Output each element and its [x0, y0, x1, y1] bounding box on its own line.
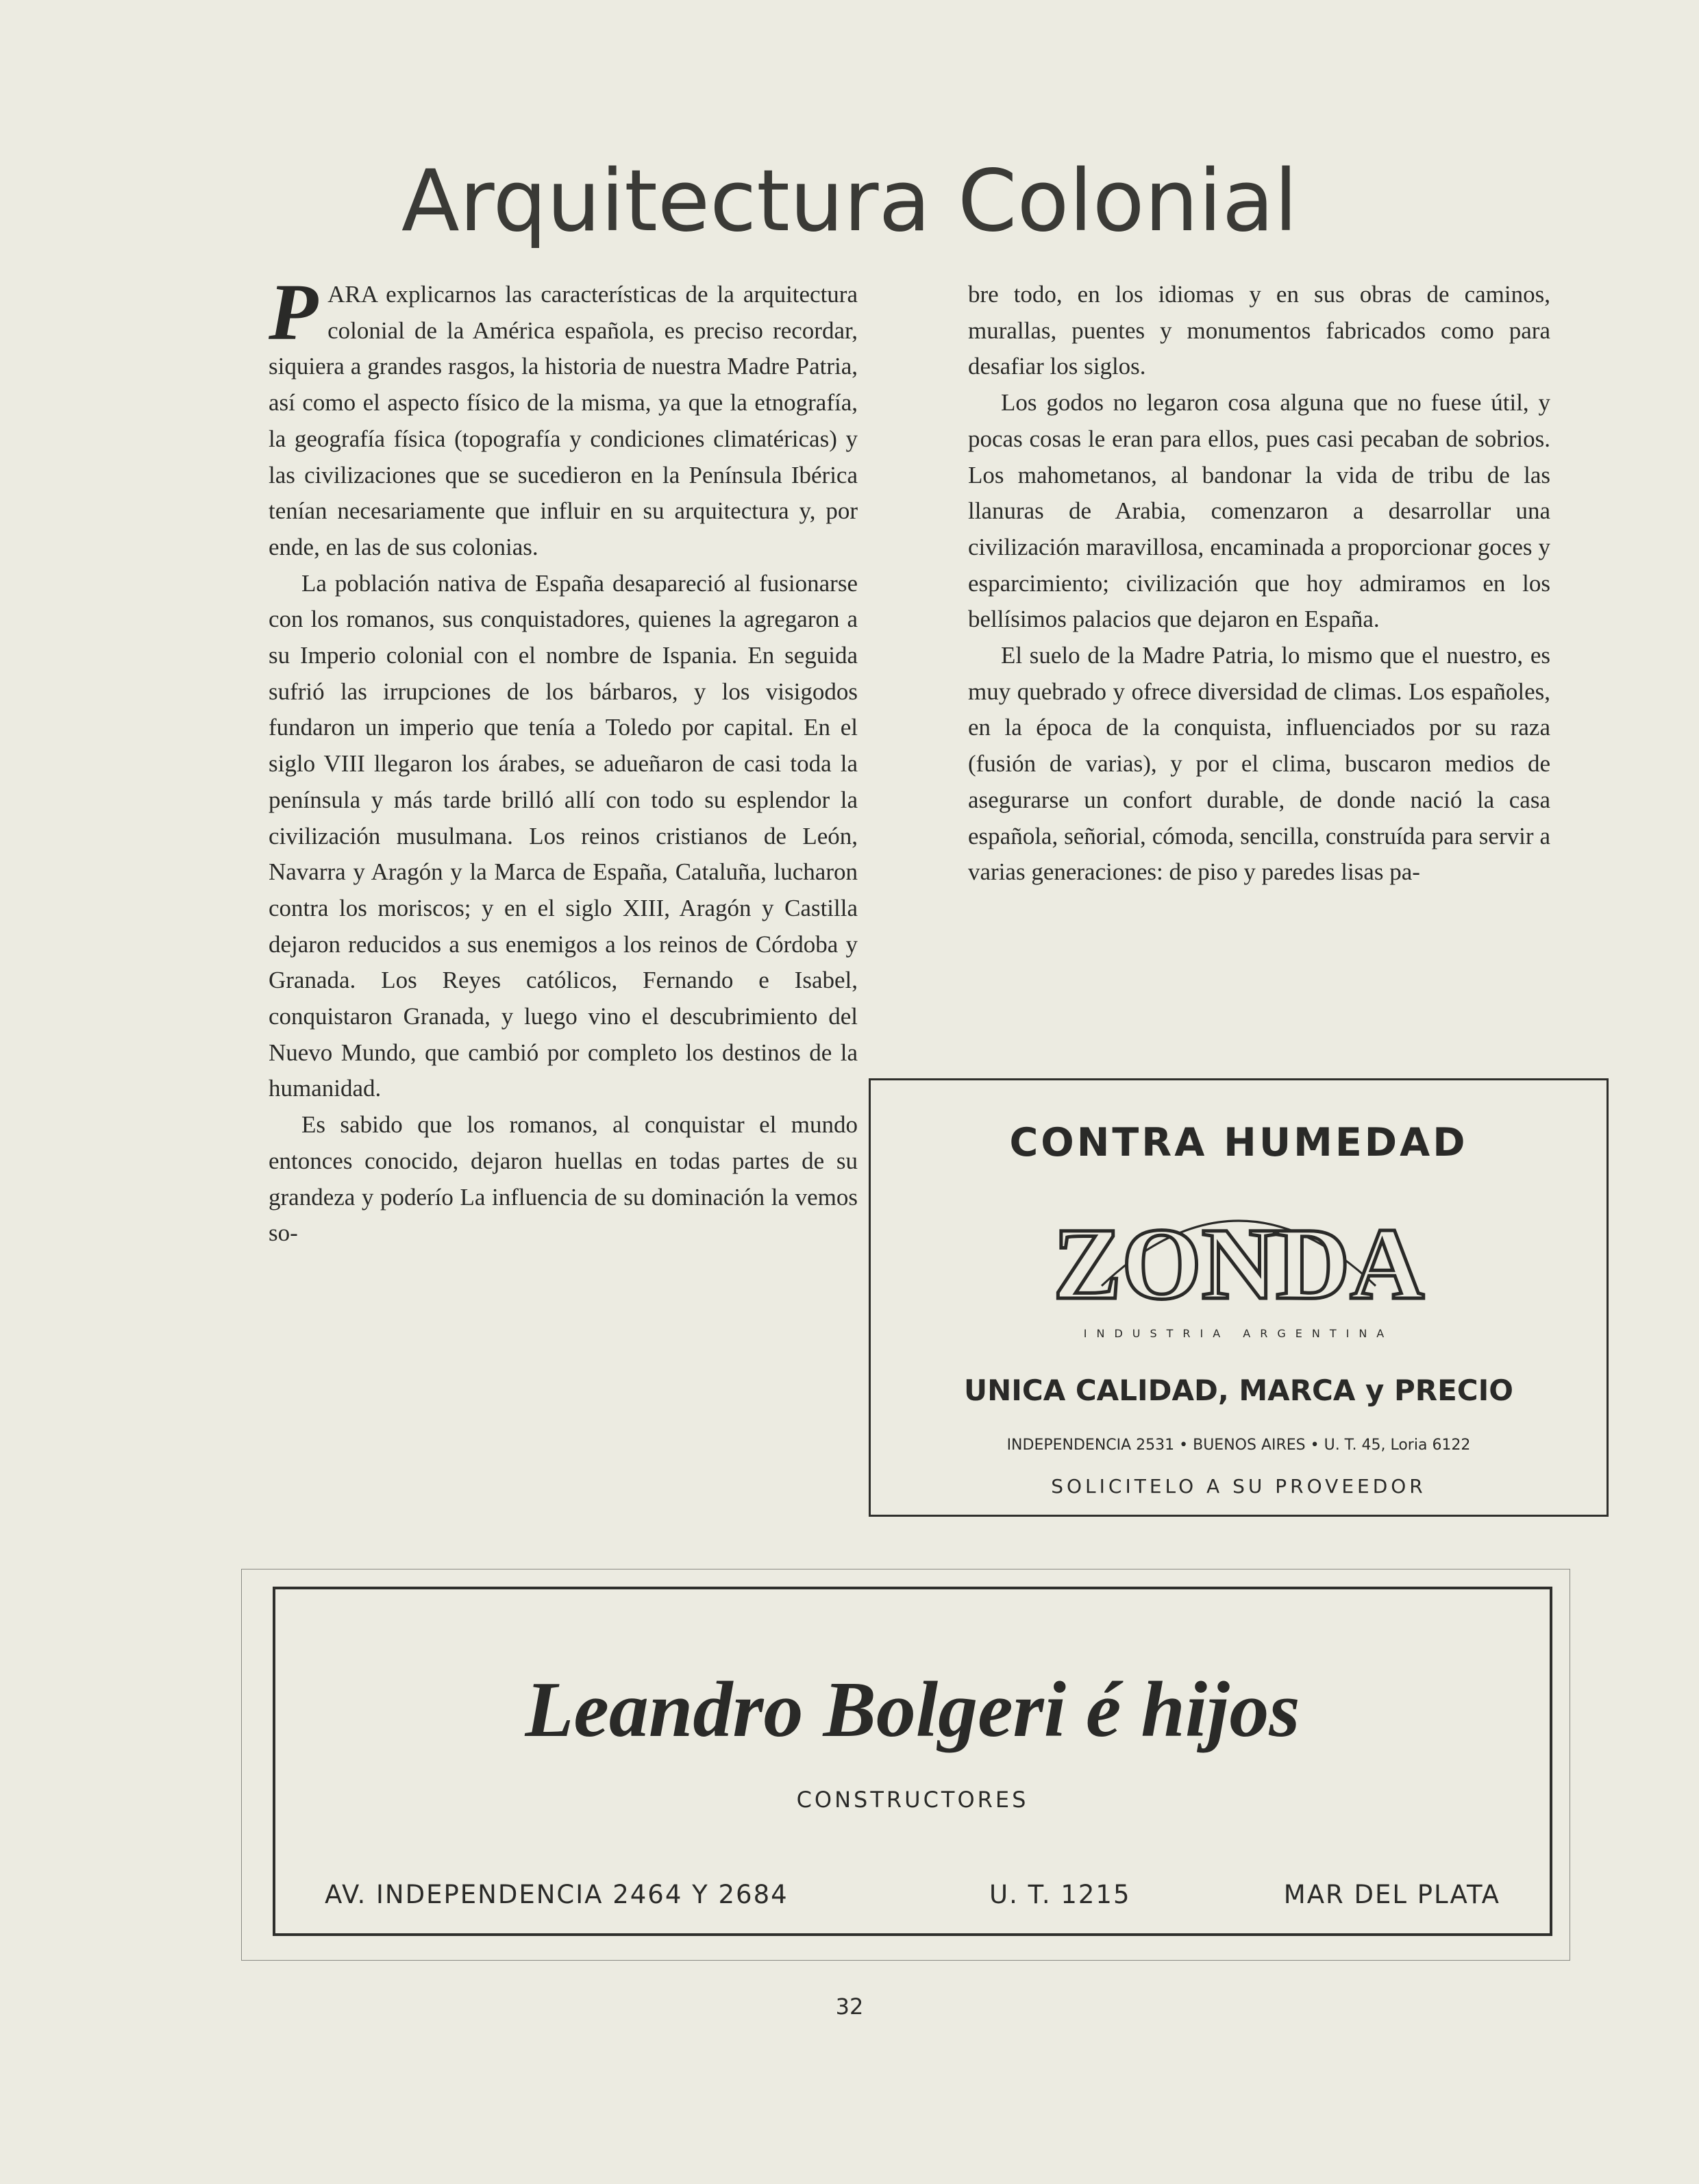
company-city: MAR DEL PLATA	[1283, 1880, 1500, 1909]
company-address: AV. INDEPENDENCIA 2464 Y 2684	[325, 1880, 789, 1909]
svg-text:ZONDA: ZONDA	[1053, 1207, 1424, 1321]
company-phone: U. T. 1215	[989, 1880, 1131, 1909]
advertisement-bolgeri	[273, 1587, 1552, 1936]
article-paragraph: Los godos no legaron cosa alguna que no fuese útil, y pocas cosas le eran para ellos, pues casi pecaban de sobrios. Los mahometanos, al bandonar la vida de tribu de las llanuras de Arabia, comenzaron a desarrollar una civilización maravillosa, encaminada a proporcionar goces y esparcimiento; civilización que hoy admiramos en los bellísimos palacios que dejaron en España.	[968, 389, 1550, 633]
article-title: Arquitectura Colonial	[401, 152, 1298, 251]
ad-call-to-action: SOLICITELO A SU PROVEEDOR	[1051, 1475, 1426, 1498]
ad-tagline: INDUSTRIA ARGENTINA	[1083, 1327, 1394, 1340]
article-paragraph: La población nativa de España desapareció al fusionarse con los romanos, sus conquistadores, quienes la agregaron a su Imperio colonial con el nombre de Ispania. En seguida sufrió las irrupciones de los bárbaros, y los visigodos fundaron un imperio que tenía a Toledo por capital. En el siglo VIII llegaron los árabes, se adueñaron de casi toda la península y más tarde brilló allí con todo su esplendor la civilización musulmana. Los reinos cristianos de León, Navarra y Aragón y la Marca de España, Cataluña, lucharon contra los moriscos; y en el siglo XIII, Aragón y Castilla dejaron reducidos a sus enemigos a los reinos de Córdoba y Granada. Los Reyes católicos, Fernando e Isabel, conquistaron Granada, y luego vino el descubrimiento del Nuevo Mundo, que cambió por completo los destinos de la humanidad.	[269, 569, 858, 1102]
ad-address: INDEPENDENCIA 2531 • BUENOS AIRES • U. T. 45, Loria 6122	[1006, 1437, 1471, 1454]
ad-headline: CONTRA HUMEDAD	[1009, 1120, 1468, 1165]
ad-slogan: UNICA CALIDAD, MARCA y PRECIO	[964, 1374, 1513, 1407]
article-paragraph: bre todo, en los idiomas y en sus obras de caminos, murallas, puentes y monumentos fabricados como para desafiar los siglos.	[968, 281, 1550, 380]
advertisement-zonda	[869, 1078, 1609, 1517]
zonda-logo	[871, 1183, 1607, 1321]
drop-cap: P	[269, 267, 319, 357]
article-paragraph: PARA explicarnos las características de la arquitectura colonial de la América española, es preciso recordar, siquiera a grandes rasgos, la historia de nuestra Madre Patria, así como el aspecto físico de la misma, ya que la etnografía, la geografía física (topografía y condiciones climatéricas) y las civilizaciones que se sucedieron en la Península Ibérica tenían necesariamente que influir en su arquitectura y, por ende, en las de sus colonias.	[269, 267, 858, 560]
company-subtitle: CONSTRUCTORES	[796, 1787, 1029, 1813]
company-name: Leandro Bolgeri é hijos	[525, 1666, 1300, 1754]
article-paragraph: Es sabido que los romanos, al conquistar el mundo entonces conocido, dejaron huellas en todas partes de su grandeza y poderío La influencia de su dominación la vemos so-	[269, 1111, 858, 1247]
article-paragraph: El suelo de la Madre Patria, lo mismo que el nuestro, es muy quebrado y ofrece diversidad de climas. Los españoles, en la época de la conquista, influenciados por su raza (fusión de varias), y por el clima, buscaron medios de asegurarse un confort durable, de donde nació la casa española, señorial, cómoda, sencilla, construída para servir a varias generaciones: de piso y paredes lisas pa-	[968, 642, 1550, 886]
article-column-right	[968, 277, 1550, 891]
page-number: 32	[835, 1994, 864, 2020]
article-column-left	[269, 267, 858, 1252]
